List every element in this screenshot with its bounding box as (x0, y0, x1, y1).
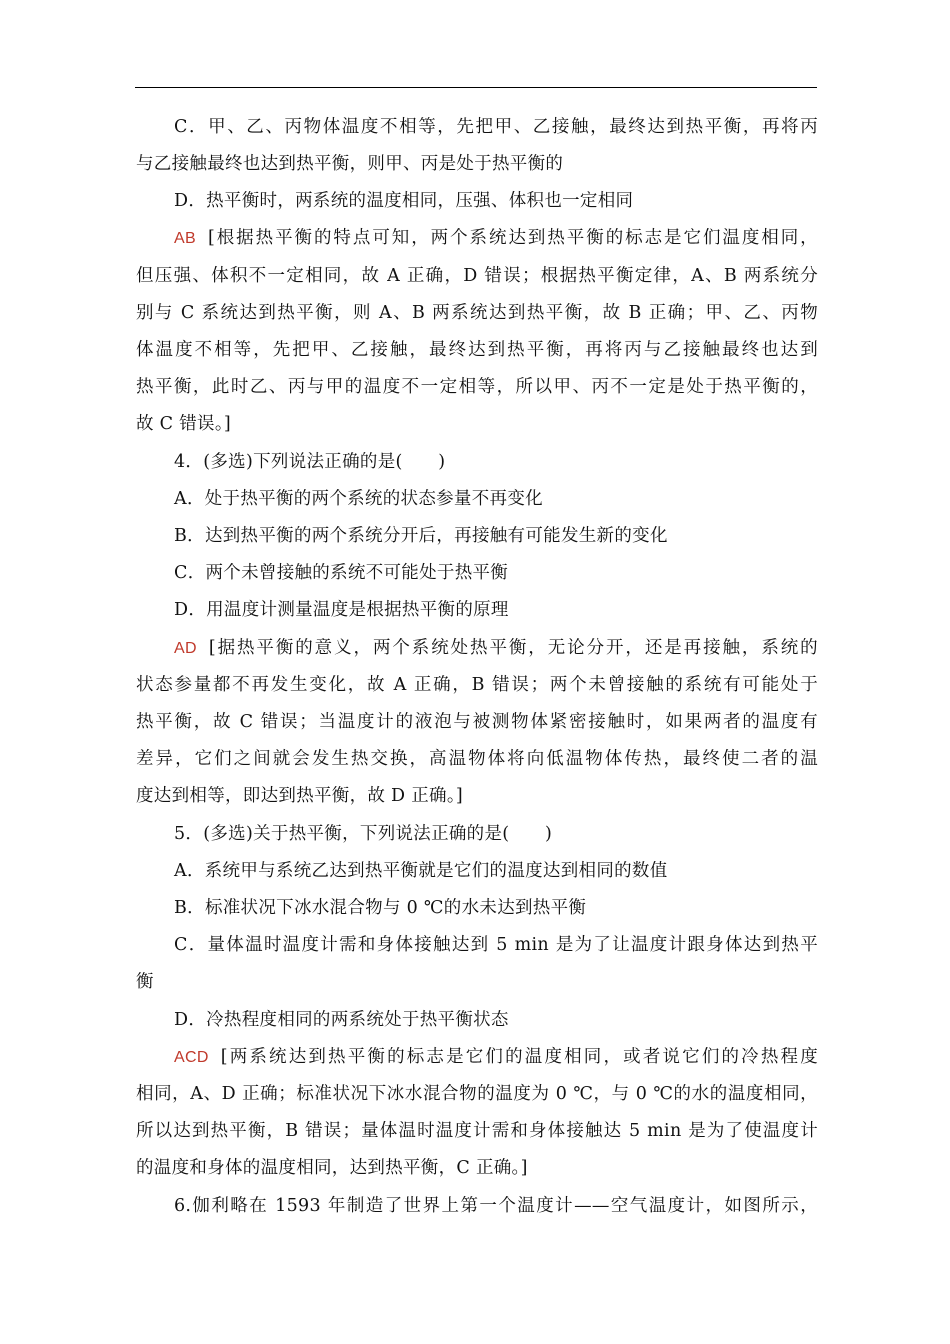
text-line: 所以达到热平衡，B 错误；量体温时温度计需和身体接触达 5 min 是为了使温度计 (136, 1121, 818, 1141)
question-line: 4．(多选)下列说法正确的是( ) (174, 452, 446, 472)
option-line: C．量体温时温度计需和身体接触达到 5 min 是为了让温度计跟身体达到热平 (174, 935, 818, 955)
text-line: 差异，它们之间就会发生热交换，高温物体将向低温物体传热，最终使二者的温 (136, 749, 818, 769)
option-line: B．达到热平衡的两个系统分开后，再接触有可能发生新的变化 (174, 526, 668, 546)
answer-key: AD (174, 640, 197, 657)
text-line: 别与 C 系统达到热平衡，则 A、B 两系统达到热平衡，故 B 正确；甲、乙、丙物 (136, 303, 818, 323)
answer-line: AB [根据热平衡的特点可知，两个系统达到热平衡的标志是它们温度相同， (174, 226, 818, 251)
question-line: 5．(多选)关于热平衡，下列说法正确的是( ) (174, 824, 553, 844)
text-line: 热平衡，故 C 错误；当温度计的液泡与被测物体紧密接触时，如果两者的温度有 (136, 712, 818, 732)
text-line: 相同，A、D 正确；标准状况下冰水混合物的温度为 0 ℃，与 0 ℃的水的温度相同， (136, 1084, 818, 1104)
answer-key: ACD (174, 1049, 209, 1066)
option-line: A．系统甲与系统乙达到热平衡就是它们的温度达到相同的数值 (174, 861, 668, 881)
answer-key: AB (174, 230, 196, 247)
question-line: 6.伽利略在 1593 年制造了世界上第一个温度计——空气温度计，如图所示， (174, 1196, 818, 1216)
option-line: D．冷热程度相同的两系统处于热平衡状态 (174, 1010, 509, 1030)
answer-line: AD [据热平衡的意义，两个系统处热平衡，无论分开，还是再接触，系统的 (174, 636, 818, 661)
text-line: 衡 (136, 972, 154, 992)
option-line: D．用温度计测量温度是根据热平衡的原理 (174, 600, 509, 620)
option-line: B．标准状况下冰水混合物与 0 ℃的水未达到热平衡 (174, 898, 587, 918)
text-line: 体温度不相等，先把甲、乙接触，最终达到热平衡，再将丙与乙接触最终也达到 (136, 340, 818, 360)
text-line: 度达到相等，即达到热平衡，故 D 正确。] (136, 786, 464, 806)
text-line: 热平衡，此时乙、丙与甲的温度不一定相等，所以甲、丙不一定是处于热平衡的， (136, 377, 818, 397)
text-line: 故 C 错误。] (136, 414, 231, 434)
text-line: 与乙接触最终也达到热平衡，则甲、丙是处于热平衡的 (136, 154, 564, 174)
text-line: 但压强、体积不一定相同，故 A 正确，D 错误；根据热平衡定律，A、B 两系统分 (136, 266, 818, 286)
option-line: C．两个未曾接触的系统不可能处于热平衡 (174, 563, 509, 583)
text-line: 的温度和身体的温度相同，达到热平衡，C 正确。] (136, 1158, 528, 1178)
header-rule (135, 87, 817, 88)
text-line: D．热平衡时，两系统的温度相同，压强、体积也一定相同 (174, 191, 634, 211)
text-line: 状态参量都不再发生变化，故 A 正确，B 错误；两个未曾接触的系统有可能处于 (136, 675, 818, 695)
answer-line: ACD [两系统达到热平衡的标志是它们的温度相同，或者说它们的冷热程度 (174, 1045, 818, 1070)
option-line: A．处于热平衡的两个系统的状态参量不再变化 (174, 489, 543, 509)
text-line: C．甲、乙、丙物体温度不相等，先把甲、乙接触，最终达到热平衡，再将丙 (174, 117, 818, 137)
